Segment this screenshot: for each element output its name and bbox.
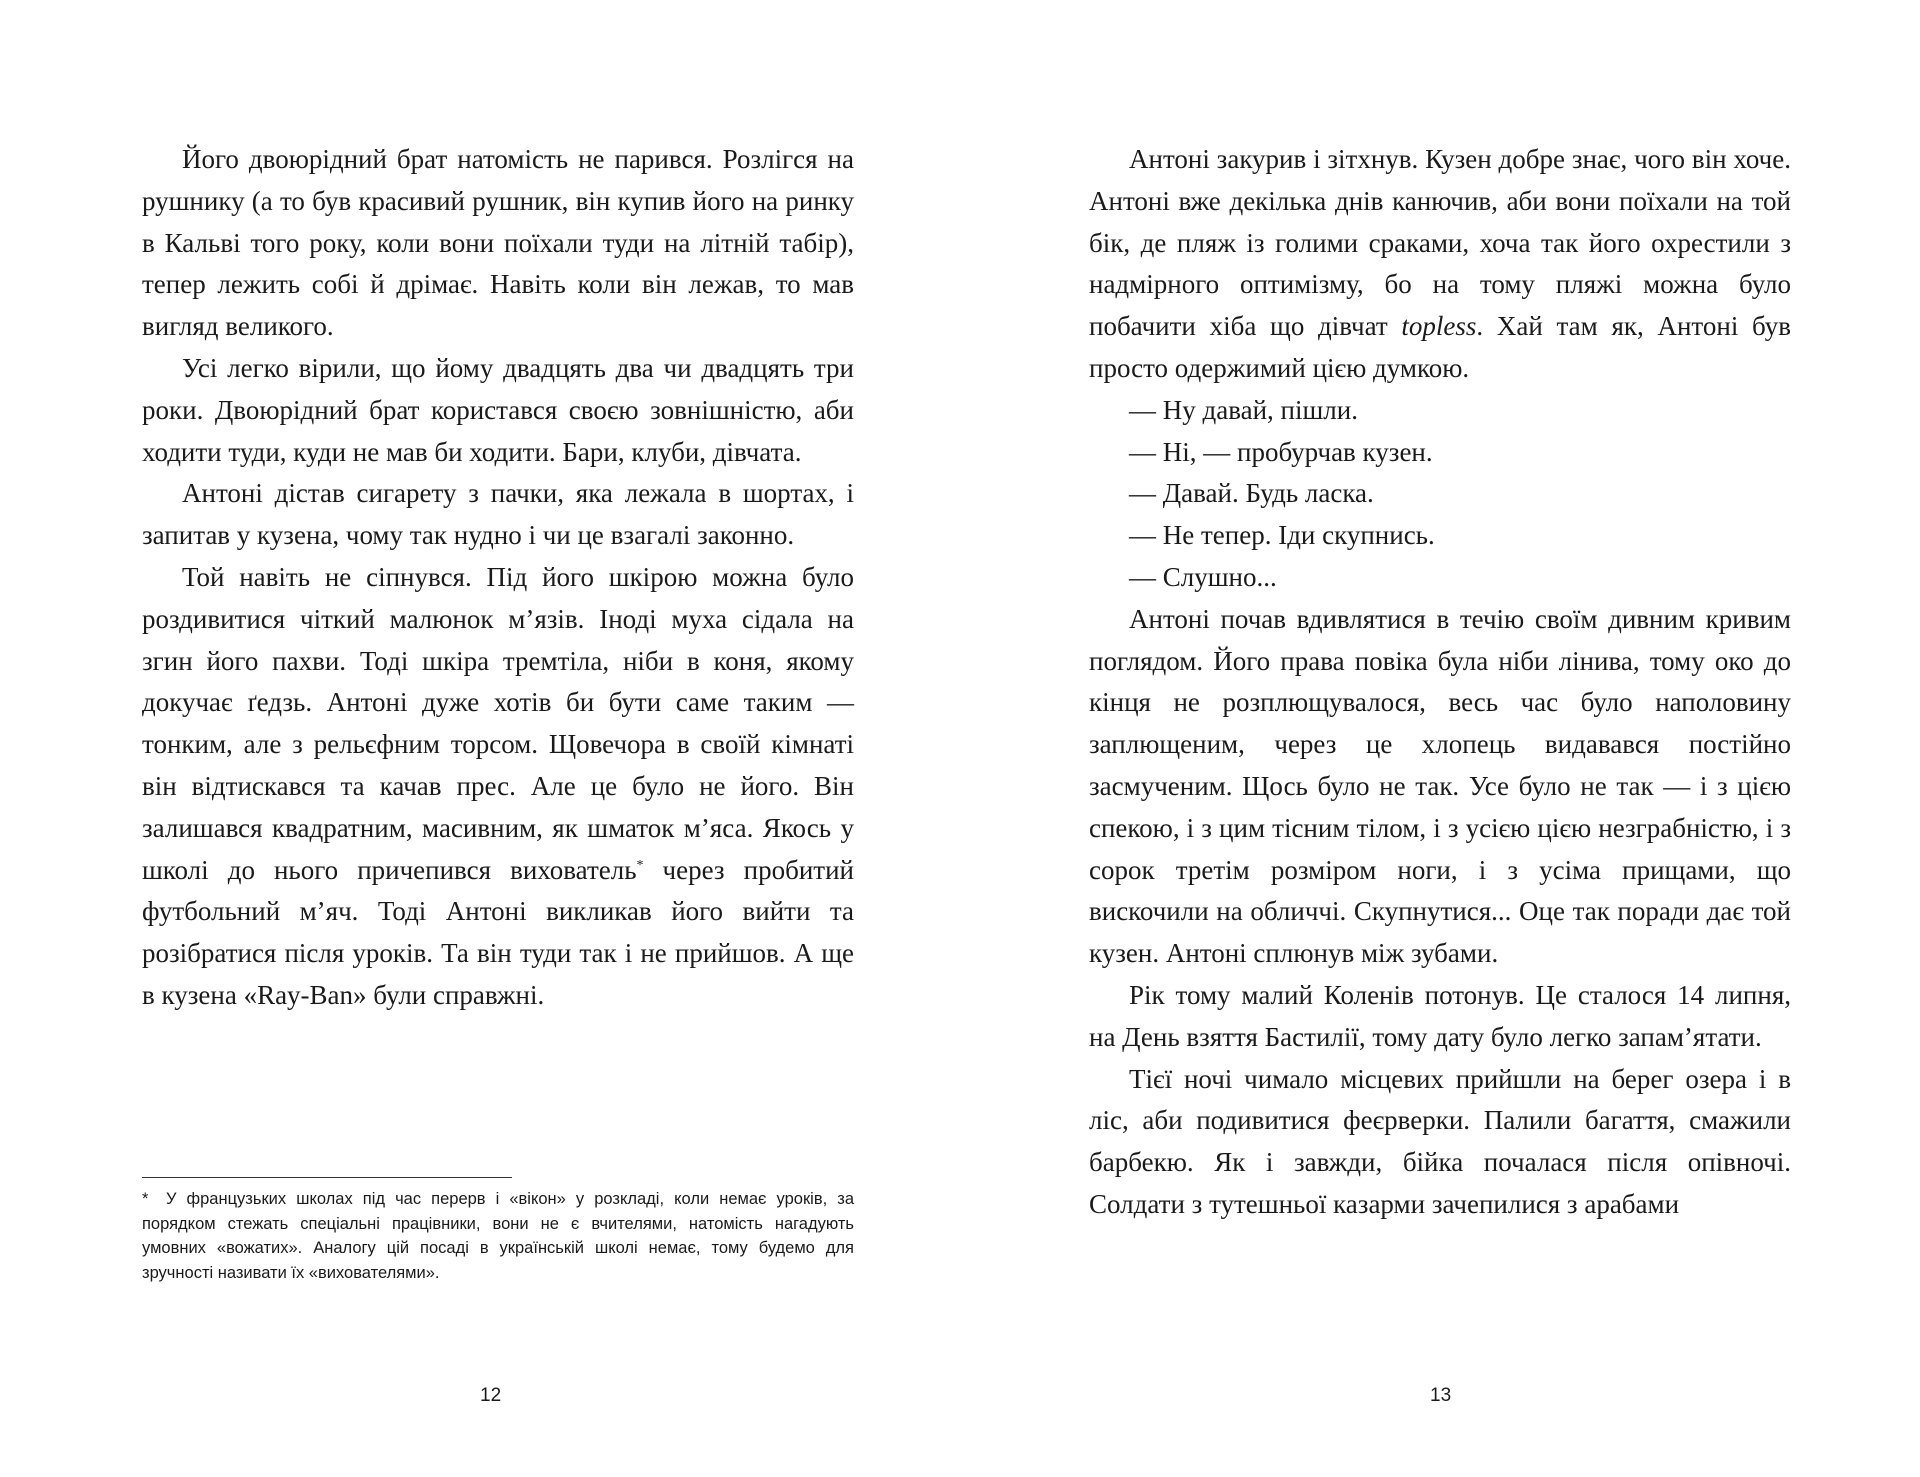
dialog-line-4: — Не тепер. Іди скупнись. — [1129, 520, 1435, 551]
page-number-right: 13 — [1430, 1385, 1452, 1406]
right-paragraph-1 — [1089, 139, 1791, 390]
footnote — [142, 1187, 854, 1285]
footnote-divider — [142, 1177, 512, 1178]
dialog-line-2: — Ні, — пробурчав кузен. — [1129, 436, 1433, 467]
italic-word-topless: topless — [1401, 311, 1477, 342]
dialog-line-5: — Слушно... — [1129, 561, 1277, 592]
dialog-line-3: — Давай. Будь ласка. — [1129, 478, 1374, 509]
left-paragraph-4 — [142, 557, 854, 1017]
right-paragraph-1-text-b: . Хай там як, Антоні був просто одержимий цією думкою. — [1089, 311, 1791, 383]
right-paragraph-2: Антоні почав вдивлятися в течію своїм дивним кривим поглядом. Його права повіка була ніби лінива, тому око до кінця не розплющувалося, весь час було наполовину заплющеним, через це хлопець видавався постійно засмученим. Щось було не так. Усе було не так — і з цією спекою, і з цим тісним тілом, і з усією цією незграбністю, і з сорок третім розміром ноги, і з усіма прищами, що вискочили на обличчі. Скупнутися... Оце так поради дає той кузен. Антоні сплюнув між зубами. — [1089, 603, 1791, 969]
right-paragraph-3: Рік тому малий Коленів потонув. Це сталося 14 липня, на День взяття Бастилії, тому дату було легко запам’ятати. — [1089, 979, 1791, 1052]
left-paragraph-4-continuation: через пробитий футбольний м’яч. Тоді Антоні викликав його вийти та розібратися після уроків. Та він туди так і не прийшов. А ще в кузена «Ray-Ban» були справжні. — [142, 854, 854, 1010]
left-paragraph-4-text: Той навіть не сіпнувся. Під його шкірою можна було роздивитися чіткий малюнок м’язів. Іноді муха сідала на згин його пахви. Тоді шкіра тремтіла, ніби в коня, якому докучає ґедзь. Антоні дуже хотів би бути саме таким — тонким, але з рельєфним торсом. Щовечора в своїй кімнаті він відтискався та качав прес. Але це було не його. Він залишався квадратним, масивним, як шматок м’яса. Якось у школі до нього причепився — [142, 561, 854, 885]
right-paragraph-4: Тієї ночі чимало місцевих прийшли на берег озера і в ліс, аби подивитися феєрверки. Палили багаття, смажили барбекю. Як і завжди, бійка почалася після опівночі. Солдати з тутешньої казарми зачепилися з арабами — [1089, 1063, 1791, 1219]
footnote-ref-word: вихователь — [510, 854, 637, 885]
footnote-reference-mark[interactable]: * — [636, 857, 644, 873]
left-paragraph-3: Антоні дістав сигарету з пачки, яка лежала в шортах, і запитав у кузена, чому так нудно і чи це взагалі законно. — [142, 478, 854, 551]
page-number-left: 12 — [480, 1385, 502, 1406]
right-paragraph-1-text-a: Антоні закурив і зітхнув. Кузен добре знає, чого він хоче. Антоні вже декілька днів канючив, аби вони поїхали на той бік, де пляж із голими сраками, хоча так його охрестили з надмірного оптимізму, бо на тому пляжі можна було побачити хіба що дівчат — [1089, 144, 1791, 342]
left-paragraph-1: Його двоюрідний брат натомість не парився. Розлігся на рушнику (а то був красивий рушник, він купив його на ринку в Кальві того року, коли вони поїхали туди на літній табір), тепер лежить собі й дрімає. Навіть коли він лежав, то мав вигляд великого. — [142, 144, 854, 342]
footnote-mark: * — [142, 1190, 149, 1208]
dialog-line-1: — Ну давай, пішли. — [1129, 394, 1358, 425]
footnote-text: У французьких школах під час перерв і «вікон» у розкладі, коли немає уроків, за порядком стежать спеціальні працівники, вони не є вчителями, натомість нагадують умовних «вожатих». Аналогу цій посаді в українській школі немає, тому будемо для зручності називати їх «вихователями». — [142, 1190, 854, 1282]
left-paragraph-2: Усі легко вірили, що йому двадцять два чи двадцять три роки. Двоюрідний брат користався своєю зовнішністю, аби ходити туди, куди не мав би ходити. Бари, клуби, дівчата. — [142, 352, 854, 467]
right-page — [1089, 139, 1791, 1439]
